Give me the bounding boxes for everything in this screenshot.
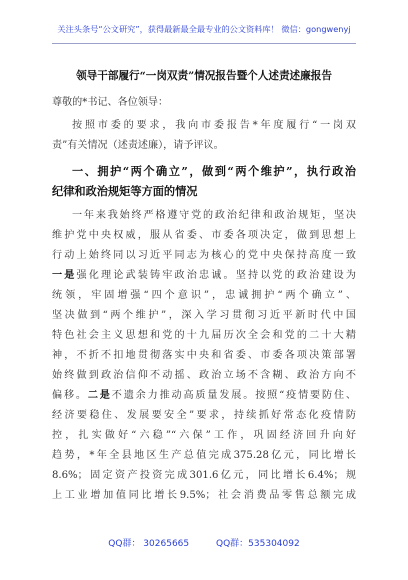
paragraph-1-line-1: 一年来我始终严格遵守党的政治纪律和政治规矩，坚决 xyxy=(72,210,356,221)
header-banner: 关注头条号“公文研究”，获得最新最全最专业的公文资料库！ 微信：gongwenyj xyxy=(57,24,351,34)
section-1-heading-line-1: 一、拥护“两个确立”，做到“两个维护”，执行政治 xyxy=(72,164,356,178)
paragraph-1-line-8: 神，不折不扣地贯彻落实中央和省委、市委各项决策部署 xyxy=(52,350,356,361)
paragraph-1-line-14: 8.6%；固定资产投资完成301.6亿元，同比增长6.4%；规 xyxy=(52,470,356,481)
paragraph-1-line-12: 控，扎实做好“六稳”“六保”工作，巩固经济回升向好 xyxy=(52,430,356,441)
footer-qq-group-1: QQ群： 30265665 xyxy=(108,539,190,549)
paragraph-1-line-4 xyxy=(52,266,356,285)
paragraph-1-line-13: 趋势，*年全县地区生产总值完成375.28亿元，同比增长 xyxy=(52,450,356,461)
lead-two-text: 不遗余力推动高质量发展。按照“疫情要防住、 xyxy=(111,390,356,401)
footer-qq-group-2: QQ群：535304092 xyxy=(216,539,300,549)
salutation: 尊敬的*书记、各位领导： xyxy=(52,97,169,108)
paragraph-1-line-10 xyxy=(52,386,356,405)
line-before-lead-two: 偏移。 xyxy=(52,390,88,401)
lead-marker-one: 一是 xyxy=(52,270,77,281)
document-title: 领导干部履行“一岗双责”情况报告暨个人述责述廉报告 xyxy=(76,70,332,82)
paragraph-1-line-7: 特色社会主义思想和党的十九届历次全会和党的二十大精 xyxy=(52,330,356,341)
footer-contact xyxy=(0,536,408,549)
lead-marker-two: 二是 xyxy=(87,390,112,401)
intro-line-2: 责”有关情况（述责述廉），请予评议。 xyxy=(52,140,224,151)
paragraph-1-line-6: 坚决做到“两个维护”，深入学习贯彻习近平新时代中国 xyxy=(52,310,356,321)
intro-line-1: 按照市委的要求，我向市委报告*年度履行“一岗双 xyxy=(72,120,356,131)
lead-one-text: 强化理论武装铸牢政治忠诚。坚持以党的政治建设为 xyxy=(76,270,356,281)
paragraph-1-line-5: 统领，牢固增强“四个意识”，忠诚拥护“两个确立”、 xyxy=(52,290,356,301)
paragraph-1-line-2: 维护党中央权威，服从省委、市委各项决定，做到思想上 xyxy=(52,230,356,241)
paragraph-1-line-3: 行动上始终同以习近平同志为核心的党中央保持高度一致 xyxy=(52,250,356,261)
section-1-heading-line-2: 纪律和政治规矩等方面的情况 xyxy=(52,184,198,198)
paragraph-1-line-9: 始终做到政治信仰不动摇、政治立场不含糊、政治方向不 xyxy=(52,370,356,381)
header-divider xyxy=(52,43,356,44)
paragraph-1-line-11: 经济要稳住、发展要安全”要求，持续抓好常态化疫情防 xyxy=(52,410,356,421)
paragraph-1-line-15: 上工业增加值同比增长9.5%；社会消费品零售总额完成 xyxy=(52,490,356,501)
